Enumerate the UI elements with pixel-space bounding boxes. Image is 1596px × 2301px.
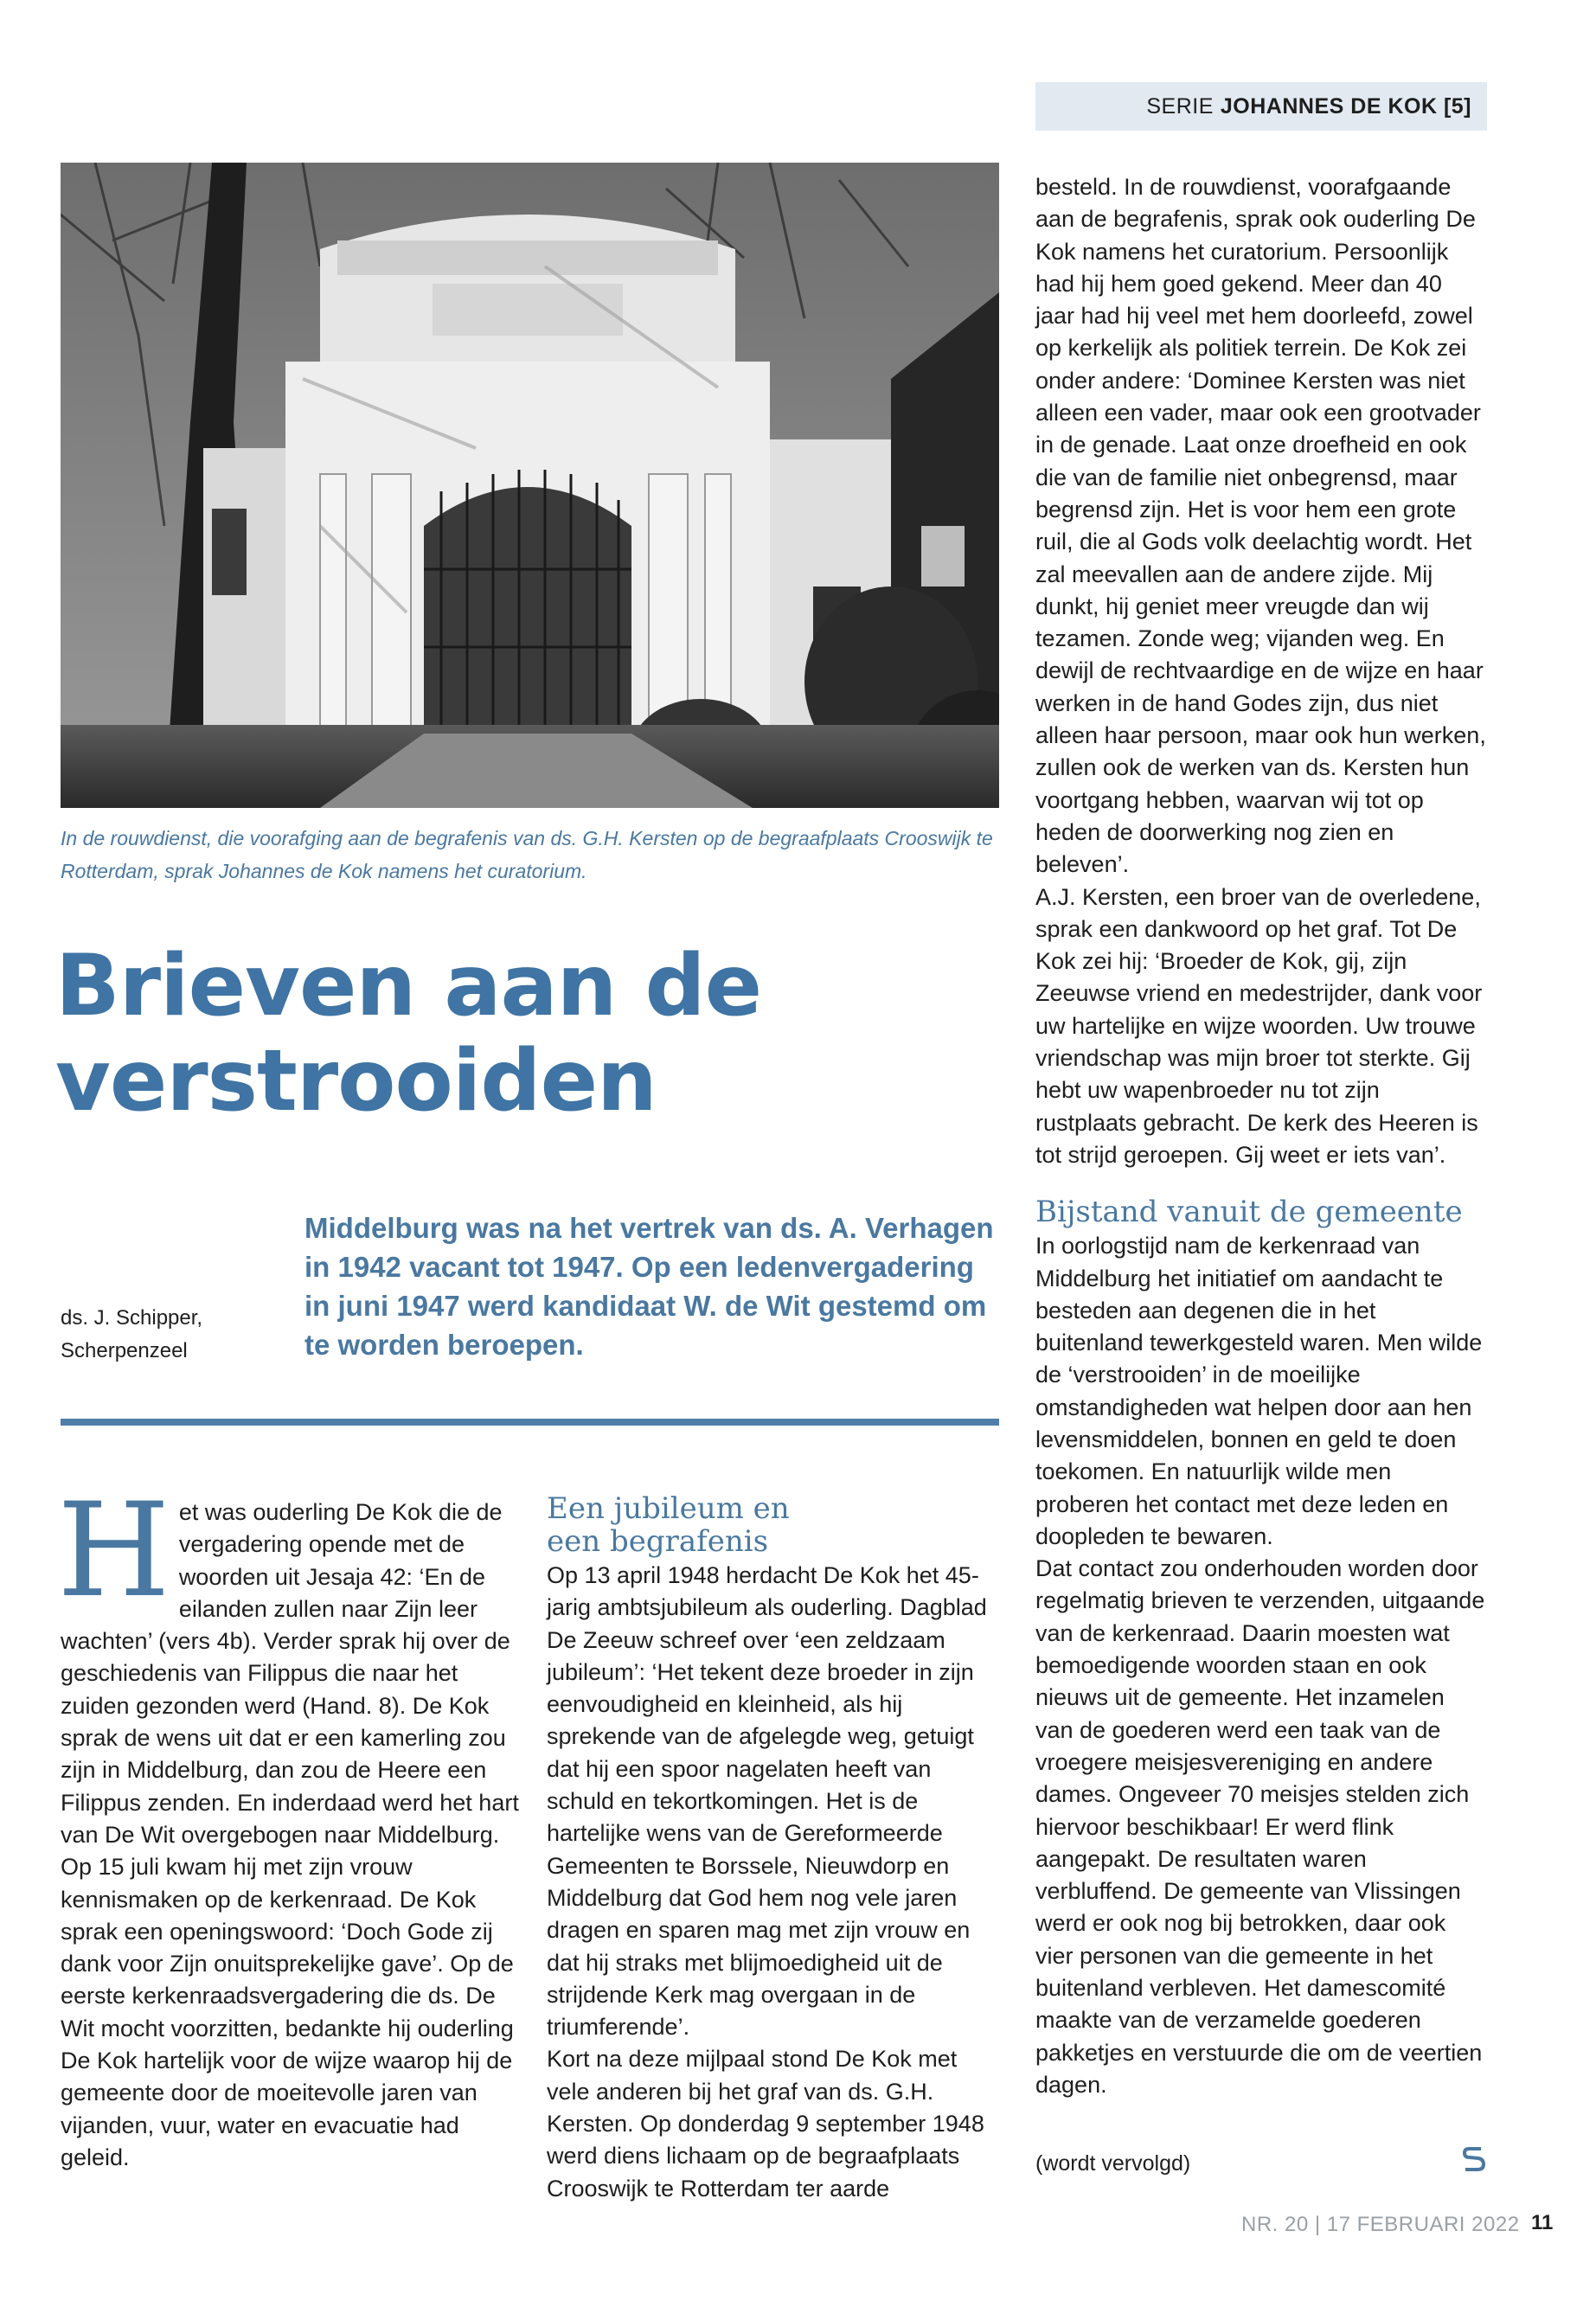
col3-paragraph-3: In oorlogstijd nam de kerkenraad van Middelburg het initiatief om aandacht te besteden aan degenen die in het buitenland tewerkgesteld waren. Men wilde de ‘verstrooiden’ in de moeilijke omstandigheden wat helpen door aan hen levensmiddelen, bonnen en geld te doen toekomen. En natuurlijk wilde men proberen het contact met deze leden en doopleden te bewaren. [1035, 1233, 1483, 1549]
series-prefix: SERIE [1146, 93, 1214, 119]
drop-cap: H [57, 1476, 170, 1626]
col3-paragraph-1: besteld. In de rouwdienst, voorafgaande aan de begrafenis, sprak ook ouderling De Kok namens het curatorium. Persoonlijk had hij hem goed gekend. Meer dan 40 jaar had hij veel met hem doorleefd, zowel op kerkelijk als politiek terrein. De Kok zei onder andere: ‘Dominee Kersten was niet alleen een vader, maar ook een grootvader in de genade. Laat onze droefheid en ook die van de familie niet onbegrensd, maar begrensd zijn. Het is voor hem een grote ruil, die al Gods volk deelachtig wordt. Het zal meevallen aan de andere zijde. Mij dunkt, hij geniet meer vreugde dan wij tezamen. Zonde weg; vijanden weg. En dewijl de rechtvaardige en de wijze en haar werken in de hand Godes zijn, dus niet alleen haar persoon, maar ook hun werken, zullen ook de werken van ds. Kersten hun voortgang hebben, waarvan wij tot op heden de doorwerking nog zien en beleven’. [1035, 174, 1486, 878]
article-headline [55, 939, 998, 1129]
column-3 [1035, 171, 1487, 2101]
to-be-continued: (wordt vervolgd) [1035, 2151, 1191, 2176]
issue-info: NR. 20 | 17 FEBRUARI 2022 [1241, 2213, 1520, 2236]
headline-line-1: Brieven aan de [55, 937, 762, 1035]
column-2 [547, 1492, 1000, 2205]
subheading-line-2: een begrafenis [547, 1524, 769, 1559]
page-number: 11 [1531, 2211, 1554, 2234]
end-mark-s-icon [1462, 2144, 1486, 2173]
col3-paragraph-4: Dat contact zou onderhouden worden door regelmatig brieven te verzenden, uitgaande van de kerkenraad. Daarin moesten wat bemoedigende woorden staan en ook nieuws uit de gemeente. Het inzamelen van de goederen werd een taak van de vroegere meisjesvereniging en andere dames. Ongeveer 70 meisjes stelden zich hiervoor beschikbaar! Er werd flink aangepakt. De resultaten waren verbluffend. De gemeente van Vlissingen werd er ook nog bij betrokken, daar ook vier personen van die gemeente in het buitenland verbleven. Het damescomité maakte van de verzamelde goederen pakketjes en verstuurde die om de veertien dagen. [1035, 1555, 1485, 2098]
intro-paragraph: Middelburg was na het vertrek van ds. A. Verhagen in 1942 vacant tot 1947. Op een ledenvergadering in juni 1947 werd kandidaat W. de Wit gestemd om te worden beroepen. [304, 1212, 994, 1361]
series-tag [1035, 82, 1487, 131]
byline-location: Scherpenzeel [61, 1339, 188, 1362]
cemetery-gate-illustration [61, 163, 999, 808]
headline-line-2: verstrooiden [55, 1032, 657, 1131]
col1-paragraph-2: Op 15 juli kwam hij met zijn vrouw kennismaken op de kerkenraad. De Kok sprak een openingswoord: ‘Doch Gode zij dank voor Zijn onuitsprekelijke gave’. Op de eerste kerkenraadsvergadering die ds. De Wit mocht voorzitten, bedankte hij ouderling De Kok hartelijk voor de wijze waarop hij de gemeente door de moeitevolle jaren van vijanden, vuur, water en evacuatie had geleid. [61, 1854, 514, 2170]
series-title: JOHANNES DE KOK [5] [1220, 93, 1471, 119]
subheading-line-1: Een jubileum en [547, 1491, 790, 1526]
col2-paragraph-1: Op 13 april 1948 herdacht De Kok het 45-jarig ambtsjubileum als ouderling. Dagblad De Zeeuw schreef over ‘een zeldzaam jubileum’: ‘Het tekent deze broeder in zijn eenvoudigheid en kleinheid, als hij sprekende van de afgelegde weg, getuigt dat hij een spoor nagelaten heeft van schuld en tekortkomingen. Het is de hartelijke wens van de Gereformeerde Gemeenten te Borssele, Nieuwdorp en Middelburg dat God hem nog vele jaren dragen en sparen mag met zijn vrouw en dat hij straks met blijmoedigheid uit de strijdende Kerk mag overgaan in de triumferende’. [547, 1562, 987, 2041]
column-1 [57, 1476, 519, 2174]
byline [61, 1302, 285, 1368]
divider-rule [61, 1419, 999, 1426]
col1-paragraph-1: et was ouderling De Kok die de vergadering opende met de woorden uit Jesaja 42: ‘En de eilanden zullen naar Zijn leer wachten’ (vers 4b). Verder sprak hij over de geschiedenis van Filippus die naar het zuiden gezonden werd (Hand. 8). De Kok sprak de wens uit dat er een kamerling zou zijn in Middelburg, dan zou de Heere een Filippus zenden. En inderdaad werd het hart van De Wit overgebogen naar Middelburg. [61, 1499, 519, 1848]
col2-paragraph-2: Kort na deze mijlpaal stond De Kok met vele anderen bij het graf van ds. G.H. Kersten. Op donderdag 9 september 1948 werd diens lichaam op de begraafplaats Crooswijk te Rotterdam ter aarde [547, 2046, 984, 2202]
byline-author: ds. J. Schipper, [61, 1306, 203, 1330]
subheading-bijstand: Bijstand vanuit de gemeente [1035, 1195, 1463, 1230]
article-photo [61, 163, 999, 808]
subheading-jubileum [547, 1492, 1000, 1558]
photo-caption: In de rouwdienst, die voorafging aan de begrafenis van ds. G.H. Kersten op de begraafplaats Crooswijk te Rotterdam, sprak Johannes de Kok namens het curatorium. [61, 827, 993, 882]
col3-paragraph-2: A.J. Kersten, een broer van de overledene, sprak een dankwoord op het graf. Tot De Kok zei hij: ‘Broeder de Kok, gij, zijn Zeeuwse vriend en medestrijder, dank voor uw hartelijke en wijze woorden. Uw trouwe vriendschap was mijn broer tot sterkte. Gij hebt uw wapenbroeder nu tot zijn rustplaats gebracht. De kerk des Heeren is tot strijd geroepen. Gij weet er iets van’. [1035, 883, 1483, 1168]
